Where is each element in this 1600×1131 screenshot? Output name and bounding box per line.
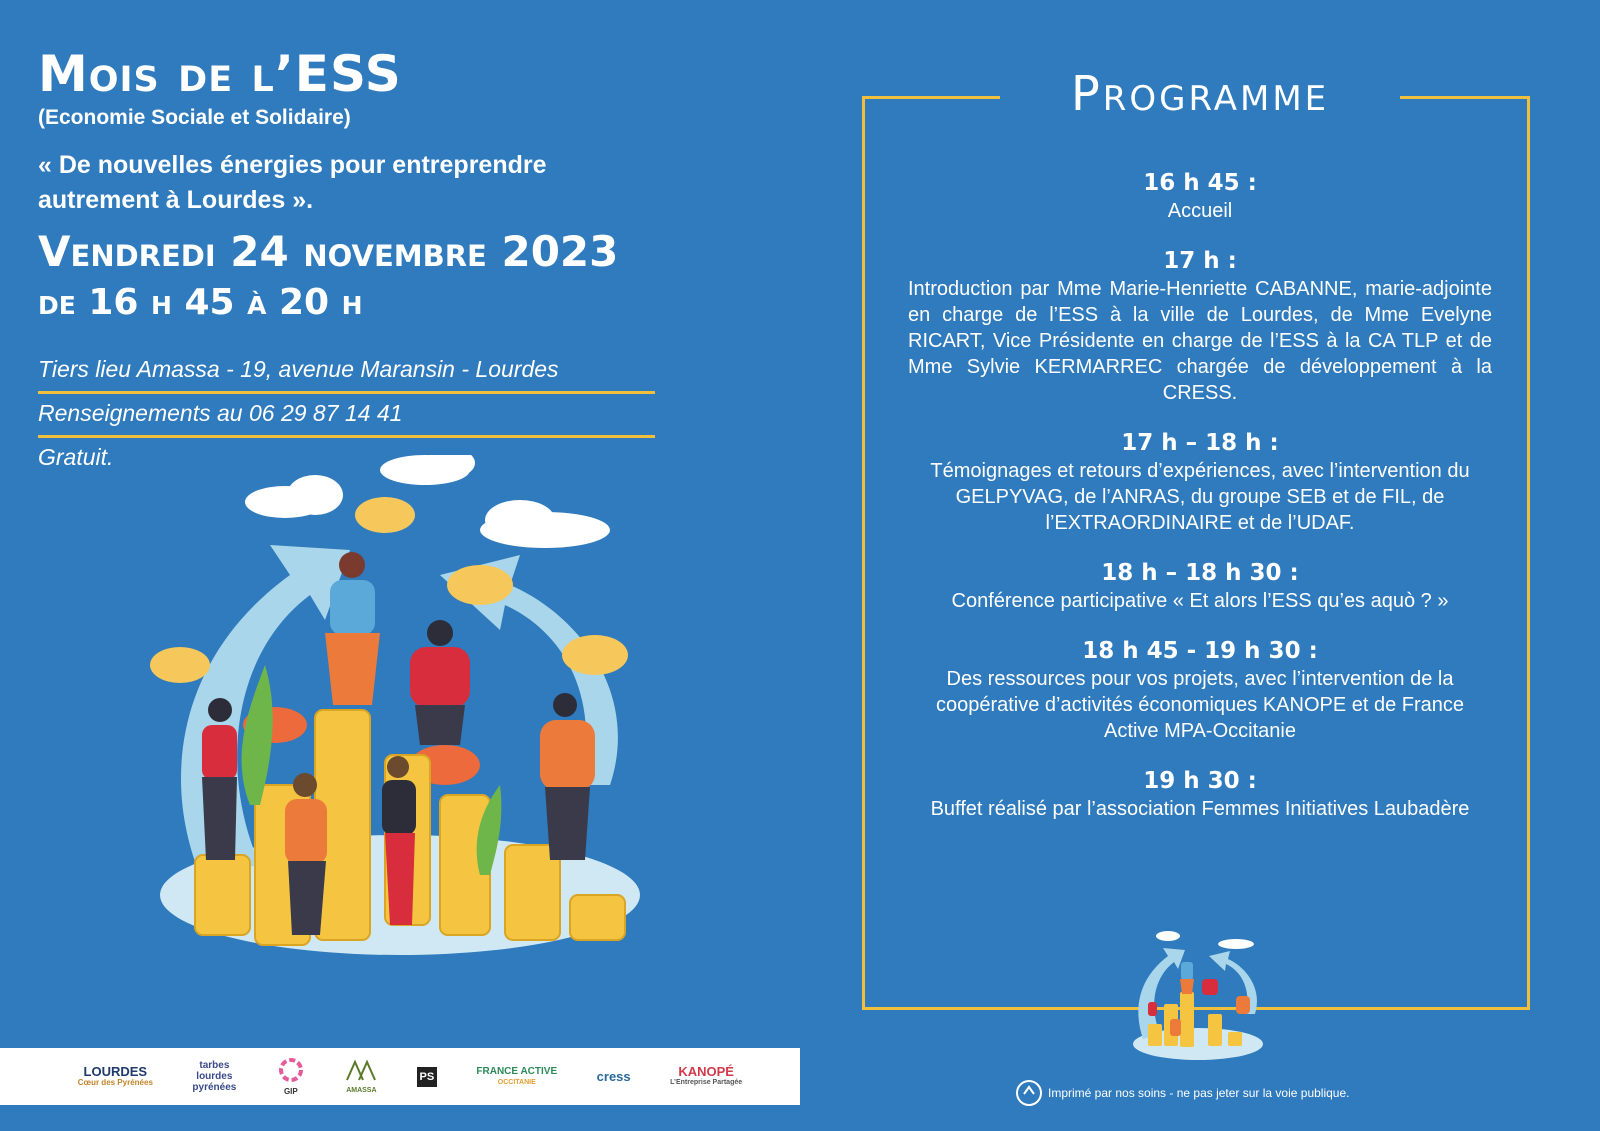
programme-time: 18 h 45 - 19 h 30 :: [1082, 638, 1318, 664]
programme-description: Accueil: [1167, 200, 1233, 222]
event-hours: de 16 h 45 à 20 h: [38, 282, 363, 323]
tagline-line-1: « De nouvelles énergies pour entreprendre: [38, 151, 547, 179]
programme-time: 17 h – 18 h :: [1121, 430, 1279, 456]
programme-item: [908, 766, 1492, 822]
gip-icon: [276, 1057, 306, 1083]
pole-ess-logo: PS: [417, 1067, 437, 1087]
programme-description: Des ressources pour vos projets, avec l’intervention de la coopérative d’activités économiques KANOPE et de France Active MPA-Occitanie: [935, 668, 1465, 742]
programme-description: Introduction par Mme Marie-Henriette CABANNE, marie-adjointe en charge de l’ESS à la ville de Lourdes, de Mme Evelyne RICART, Vice Présidente en charge de l’ESS à la CA TLP et de Mme Sylvie KERMARREC chargée de développement à la CRESS.: [908, 278, 1492, 404]
amassa-icon: [345, 1058, 377, 1082]
gip-logo: GIP: [276, 1057, 306, 1097]
people-coins-illustration: [140, 455, 660, 975]
programme-title: Programme: [1000, 62, 1400, 126]
programme-time: 18 h – 18 h 30 :: [1101, 560, 1299, 586]
programme-item: [908, 558, 1492, 614]
event-price: Gratuit.: [38, 444, 114, 470]
event-date: Vendredi 24 novembre 2023: [38, 227, 619, 276]
programme-list: [908, 168, 1492, 844]
event-title: Mois de l’ESS: [38, 45, 402, 103]
programme-time: 19 h 30 :: [1143, 768, 1257, 794]
france-active-logo: FRANCE ACTIVE OCCITANIE: [476, 1065, 558, 1086]
kanope-logo: KANOPÉ L’Entreprise Partagée: [670, 1063, 743, 1086]
recycle-icon: [1016, 1080, 1042, 1106]
print-notice: [1016, 1080, 1349, 1106]
event-subtitle: (Economie Sociale et Solidaire): [38, 106, 351, 129]
programme-item: [908, 246, 1492, 406]
amassa-logo: AMASSA: [345, 1058, 377, 1096]
event-info: [38, 44, 738, 479]
event-contact: Renseignements au 06 29 87 14 41: [38, 400, 403, 426]
lourdes-logo: LOURDES Cœur des Pyrénées: [77, 1063, 153, 1087]
tlp-logo: tarbes lourdes pyrénées: [192, 1060, 237, 1093]
tagline-line-2: autrement à Lourdes ».: [38, 186, 314, 214]
programme-item: [908, 636, 1492, 744]
mini-illustration: [1128, 924, 1268, 1064]
event-tagline: [38, 148, 738, 218]
programme-item: [908, 428, 1492, 536]
cress-logo: cress: [596, 1069, 631, 1084]
programme-description: Témoignages et retours d’expériences, avec l’intervention du GELPYVAG, de l’ANRAS, du groupe SEB et de FIL, de l’EXTRAORDINAIRE et de l’UDAF.: [930, 460, 1470, 534]
programme-description: Buffet réalisé par l’association Femmes Initiatives Laubadère: [930, 798, 1470, 820]
programme-item: [908, 168, 1492, 224]
footer-text: Imprimé par nos soins - ne pas jeter sur la voie publique.: [1048, 1086, 1350, 1100]
programme-description: Conférence participative « Et alors l’ESS qu’es aquò ? »: [951, 590, 1449, 612]
event-address: Tiers lieu Amassa - 19, avenue Maransin - Lourdes: [38, 356, 559, 382]
programme-time: 17 h :: [1163, 248, 1237, 274]
programme-time: 16 h 45 :: [1143, 170, 1257, 196]
partner-logos: [0, 1048, 800, 1105]
